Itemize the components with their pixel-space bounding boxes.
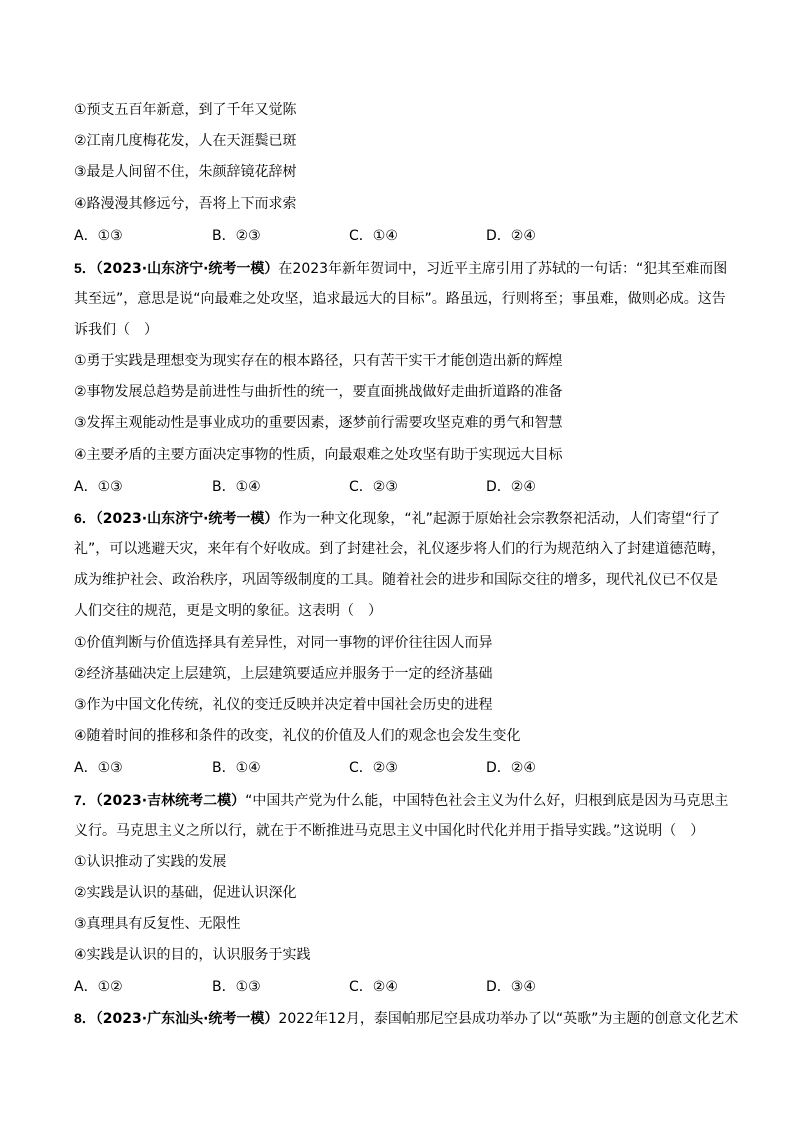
question-number: 6．	[74, 510, 96, 526]
question-source: （2023·广东汕头·统考一模）	[95, 1011, 279, 1027]
option-a: A．①③	[74, 479, 123, 495]
option-c: C．②④	[349, 979, 398, 995]
statement: ②事物发展总趋势是前进性与曲折性的统一，要直面挑战做好走曲折道路的准备	[74, 384, 563, 400]
statement: ②经济基础决定上层建筑，上层建筑要适应并服务于一定的经济基础	[74, 666, 493, 682]
question-source: （2023·山东济宁·统考一模）	[95, 261, 279, 277]
statement: ④路漫漫其修远兮，吾将上下而求索	[74, 196, 297, 212]
question-source: （2023·山东济宁·统考一模）	[95, 511, 279, 527]
option-a: A．①③	[74, 760, 123, 776]
statement: ①勇于实践是理想变为现实存在的根本路径，只有苦干实干才能创造出新的辉煌	[74, 353, 563, 369]
question-6-stem-line	[74, 508, 720, 529]
question-7-stem-line	[74, 790, 728, 811]
question-text: 礼”，可以逃避天灾，来年有个好收成。到了封建社会，礼仪逐步将人们的行为规范纳入了封建道德范畴，	[74, 541, 726, 557]
option-b: B．②③	[212, 228, 261, 244]
question-8-stem-line	[74, 1008, 738, 1029]
option-c: C．②③	[349, 760, 398, 776]
option-a: A．①②	[74, 979, 123, 995]
statement: ③发挥主观能动性是事业成功的重要因素，逐梦前行需要攻坚克难的勇气和智慧	[74, 415, 563, 431]
option-a: A．①③	[74, 228, 123, 244]
statement: ④随着时间的推移和条件的改变，礼仪的价值及人们的观念也会发生变化	[74, 728, 521, 744]
option-c: C．②③	[349, 479, 398, 495]
statement: ②实践是认识的基础，促进认识深化	[74, 885, 297, 901]
answer-options	[74, 477, 734, 497]
option-d: D．②④	[486, 479, 536, 495]
question-text: 作为一种文化现象，“礼”起源于原始社会宗教祭祀活动，人们寄望“行了	[278, 511, 721, 527]
statement: ③最是人间留不住，朱颜辞镜花辞树	[74, 164, 297, 180]
question-number: 5．	[74, 260, 96, 276]
statement: ①认识推动了实践的发展	[74, 854, 227, 870]
question-source: （2023·吉林统考二模）	[95, 793, 246, 809]
question-5-stem-line	[74, 258, 727, 279]
question-text: 义行。马克思主义之所以行，就在于不断推进马克思主义中国化时代化并用于指导实践。”这说明（ ）	[74, 823, 705, 839]
question-text: 其至远”，意思是说“向最难之处攻坚，追求最远大的目标”。路虽远，行则将至；事虽难，做则必成。这告	[74, 291, 726, 307]
question-text: 在2023年新年贺词中，习近平主席引用了苏轼的一句话：“犯其至难而图	[278, 261, 728, 277]
question-text: “中国共产党为什么能，中国特色社会主义为什么好，归根到底是因为马克思主	[245, 793, 729, 809]
option-d: D．②④	[486, 760, 536, 776]
answer-options	[74, 226, 734, 246]
option-d: D．③④	[486, 979, 536, 995]
statement: ②江南几度梅花发，人在天涯鬓已斑	[74, 133, 297, 149]
question-text: 人们交往的规范，更是文明的象征。这表明（ ）	[74, 603, 382, 619]
option-b: B．①④	[212, 479, 261, 495]
question-number: 7．	[74, 792, 96, 808]
statement: ④实践是认识的目的，认识服务于实践	[74, 947, 311, 963]
question-text: 成为维护社会、政治秩序，巩固等级制度的工具。随着社会的进步和国际交往的增多，现代礼仪已不仅是	[74, 572, 718, 588]
answer-options	[74, 977, 734, 997]
question-text: 诉我们（ ）	[74, 322, 158, 338]
option-d: D．②④	[486, 228, 536, 244]
option-b: B．①④	[212, 760, 261, 776]
statement: ③真理具有反复性、无限性	[74, 916, 241, 932]
statement: ④主要矛盾的主要方面决定事物的性质，向最艰难之处攻坚有助于实现远大目标	[74, 447, 563, 463]
option-c: C．①④	[349, 228, 398, 244]
statement: ③作为中国文化传统，礼仪的变迁反映并决定着中国社会历史的进程	[74, 697, 493, 713]
answer-options	[74, 758, 734, 778]
statement: ①价值判断与价值选择具有差异性，对同一事物的评价往往因人而异	[74, 635, 493, 651]
question-number: 8．	[74, 1010, 96, 1026]
statement: ①预支五百年新意，到了千年又觉陈	[74, 102, 297, 118]
question-text: 2022年12月，泰国帕那尼空县成功举办了以“英歌”为主题的创意文化艺术	[278, 1011, 739, 1027]
option-b: B．①③	[212, 979, 261, 995]
